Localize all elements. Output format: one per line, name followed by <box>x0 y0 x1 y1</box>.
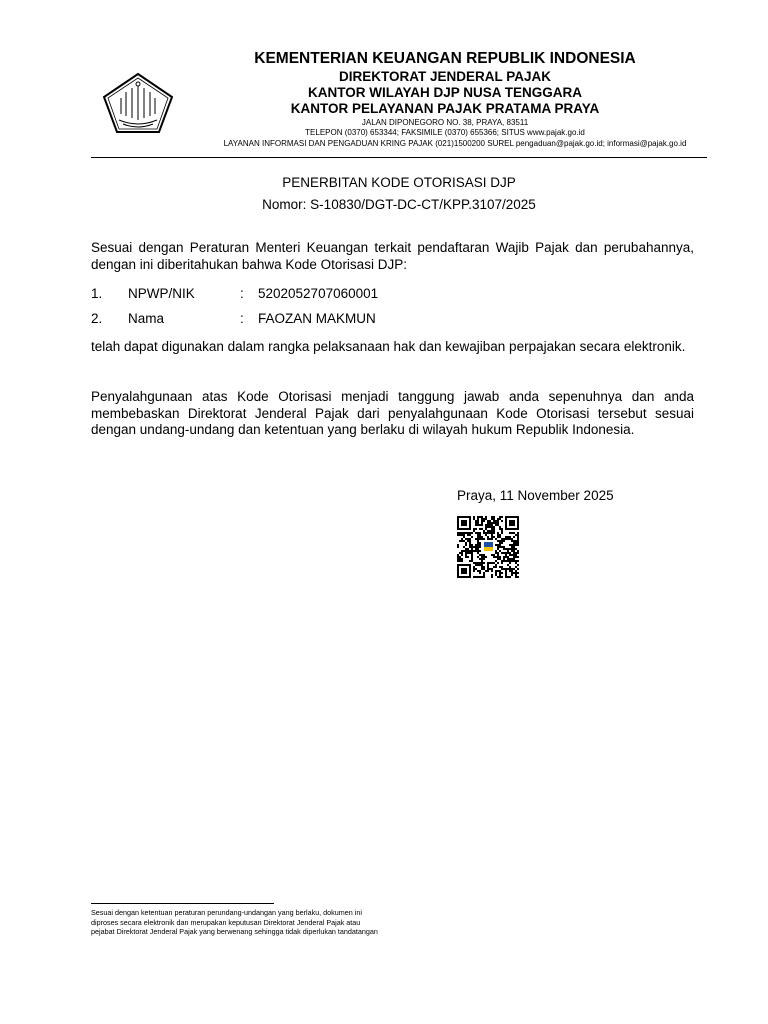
statement-paragraph: telah dapat digunakan dalam rangka pelaksanaan hak dan kewajiban perpajakan secara elektronik. <box>91 339 686 354</box>
service-contact: LAYANAN INFORMASI DAN PENGADUAN KRING PAJAK (021)1500200 SUREL pengaduan@pajak.go.id; informasi@pajak.go.id <box>223 139 687 148</box>
item-colon: : <box>240 311 244 326</box>
item-colon: : <box>240 286 244 301</box>
name-value: FAOZAN MAKMUN <box>258 311 376 326</box>
item-number: 1. <box>91 286 103 301</box>
npwp-label: NPWP/NIK <box>128 286 195 301</box>
regional-office-name: KANTOR WILAYAH DJP NUSA TENGGARA <box>307 85 583 100</box>
name-label: Nama <box>128 311 165 326</box>
place-date: Praya, 11 November 2025 <box>457 488 614 503</box>
item-number: 2. <box>91 311 103 326</box>
tax-office-name: KANTOR PELAYANAN PAJAK PRATAMA PRAYA <box>290 101 600 116</box>
intro-paragraph: Sesuai dengan Peraturan Menteri Keuangan terkait pendaftaran Wajib Pajak dan perubahannya, dengan ini diberitahukan bahwa Kode Otorisasi DJP: <box>91 240 694 272</box>
npwp-value: 5202052707060001 <box>258 286 379 301</box>
ministry-emblem-icon <box>101 72 175 134</box>
header-divider <box>91 157 707 158</box>
footnote-line: pejabat Direktorat Jenderal Pajak yang berwenang sehingga tidak diperlukan tandatangan <box>91 927 378 936</box>
office-address: JALAN DIPONEGORO NO. 38, PRAYA, 83511 <box>361 118 529 127</box>
footnote-line: diproses secara elektronik dan merupakan keputusan Direktorat Jenderal Pajak atau <box>91 917 361 927</box>
directorate-name: DIREKTORAT JENDERAL PAJAK <box>338 69 552 84</box>
office-phone: TELEPON (0370) 653344; FAKSIMILE (0370) 655366; SITUS www.pajak.go.id <box>305 128 585 137</box>
ministry-name: KEMENTERIAN KEUANGAN REPUBLIK INDONESIA <box>254 50 636 67</box>
disclaimer-paragraph: Penyalahgunaan atas Kode Otorisasi menjadi tanggung jawab anda sepenuhnya dan anda membebaskan Direktorat Jenderal Pajak dari penyalahgunaan Kode Otorisasi tersebut sesuai dengan undang-undang dan ketentuan yang berlaku di wilayah hukum Republik Indonesia. <box>91 389 694 437</box>
document-number: Nomor: S-10830/DGT-DC-CT/KPP.3107/2025 <box>262 197 536 212</box>
footnote-line: Sesuai dengan ketentuan peraturan perundang-undangan yang berlaku, dokumen ini <box>91 908 362 917</box>
footnote-divider <box>91 903 274 904</box>
qr-code-icon <box>456 516 520 578</box>
footnote <box>91 908 431 937</box>
document-title: PENERBITAN KODE OTORISASI DJP <box>282 175 516 190</box>
